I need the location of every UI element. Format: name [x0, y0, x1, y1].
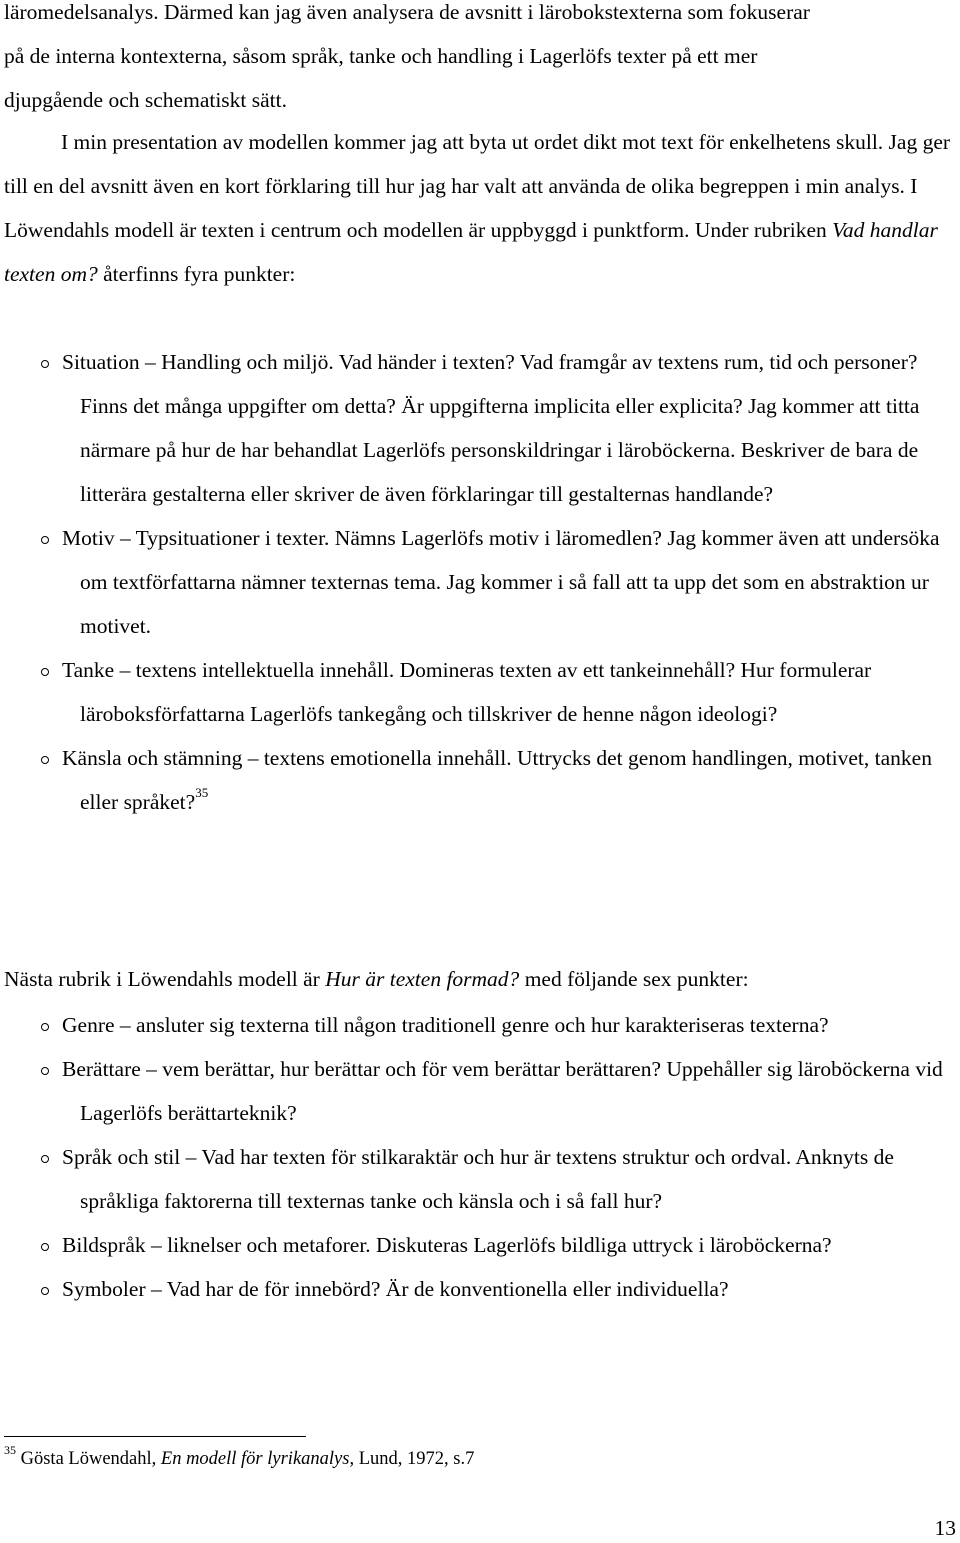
footnote	[4, 1442, 475, 1472]
bullet-icon	[41, 756, 49, 764]
list-item-text: Bildspråk – liknelser och metaforer. Diskuteras Lagerlöfs bildliga uttryck i läroböckerna?	[62, 1233, 832, 1257]
bullet-icon	[41, 536, 49, 544]
footnote-text: Gösta Löwendahl,	[16, 1449, 161, 1469]
bullet-icon	[41, 1023, 49, 1031]
footnote-number: 35	[4, 1442, 16, 1457]
list-item-text: Känsla och stämning – textens emotionella innehåll. Uttrycks det genom handlingen, motivet, tanken eller språket?	[62, 746, 932, 814]
form-intro-paragraph	[4, 957, 958, 1001]
model-intro-paragraph	[4, 120, 958, 296]
intro-line: på de interna kontexterna, såsom språk, tanke och handling i Lagerlöfs texter på ett mer	[4, 44, 758, 68]
bullet-icon	[41, 668, 49, 676]
bullet-icon	[41, 360, 49, 368]
heading-reference: Vad handlar texten om?	[4, 218, 938, 286]
list-item	[0, 1047, 960, 1135]
footnote-title: En modell för lyrikanalys	[160, 1449, 350, 1469]
paragraph-text: återfinns fyra punkter:	[97, 262, 296, 286]
page-number: 13	[934, 1516, 956, 1540]
paragraph-text: I min presentation av modellen kommer jag att byta ut ordet dikt mot text för enkelhetens skull. Jag ger till en del avsnitt även en kort förklaring till hur jag har valt att använda de olika begreppen i min analys. I Löwendahls modell är texten i centrum och modellen är uppbyggd i punktform. Under rubriken	[4, 130, 951, 242]
list-item	[0, 736, 960, 824]
list-item	[0, 340, 960, 516]
list-item-text: Symboler – Vad har de för innebörd? Är de konventionella eller individuella?	[62, 1277, 729, 1301]
list-item-text: Berättare – vem berättar, hur berättar och för vem berättar berättaren? Uppehåller sig läroböckerna vid Lagerlöfs berättarteknik?	[62, 1057, 943, 1125]
list-item	[0, 1003, 960, 1047]
intro-line: läromedelsanalys. Därmed kan jag även analysera de avsnitt i lärobokstexterna som fokuserar	[4, 0, 810, 24]
list-item-text: Motiv – Typsituationer i texter. Nämns Lagerlöfs motiv i läromedlen? Jag kommer även att undersöka om textförfattarna nämner texternas tema. Jag kommer i så fall att ta upp det som en abstraktion ur motivet.	[62, 526, 940, 638]
bullet-icon	[41, 1067, 49, 1075]
intro-line: djupgående och schematiskt sätt.	[4, 88, 288, 112]
list-item-text: Språk och stil – Vad har texten för stilkaraktär och hur är textens struktur och ordval. Anknyts de språkliga faktorerna till texternas tanke och känsla och i så fall hur?	[62, 1145, 894, 1213]
bullet-icon	[41, 1287, 49, 1295]
form-points-list	[0, 1003, 960, 1311]
bullet-icon	[41, 1243, 49, 1251]
list-item-body	[62, 736, 960, 824]
footnote-text: , Lund, 1972, s.7	[349, 1449, 475, 1469]
paragraph-text: Nästa rubrik i Löwendahls modell är	[4, 967, 326, 991]
intro-paragraph	[4, 0, 958, 122]
list-item-text: Situation – Handling och miljö. Vad händer i texten? Vad framgår av textens rum, tid och personer? Finns det många uppgifter om detta? Är uppgifterna implicita eller explicita? Jag kommer att titta närmare på hur de har behandlat Lagerlöfs personskildringar i läroböckerna. Beskriver de bara de litterära gestalterna eller skriver de även förklaringar till gestalternas handlande?	[62, 350, 920, 506]
list-item	[0, 648, 960, 736]
list-item	[0, 1267, 960, 1311]
bullet-icon	[41, 1155, 49, 1163]
content-points-list	[0, 340, 960, 824]
list-item	[0, 516, 960, 648]
footnote-ref[interactable]: 35	[195, 784, 209, 800]
footnote-divider	[4, 1436, 306, 1437]
list-item-text: Tanke – textens intellektuella innehåll. Domineras texten av ett tankeinnehåll? Hur formulerar läroboksförfattarna Lagerlöfs tankegång och tillskriver de henne någon ideologi?	[62, 658, 872, 726]
list-item-text: Genre – ansluter sig texterna till någon traditionell genre och hur karakteriseras texterna?	[62, 1013, 829, 1037]
paragraph-text: med följande sex punkter:	[519, 967, 749, 991]
heading-reference: Hur är texten formad?	[325, 967, 520, 991]
list-item	[0, 1223, 960, 1267]
list-item	[0, 1135, 960, 1223]
